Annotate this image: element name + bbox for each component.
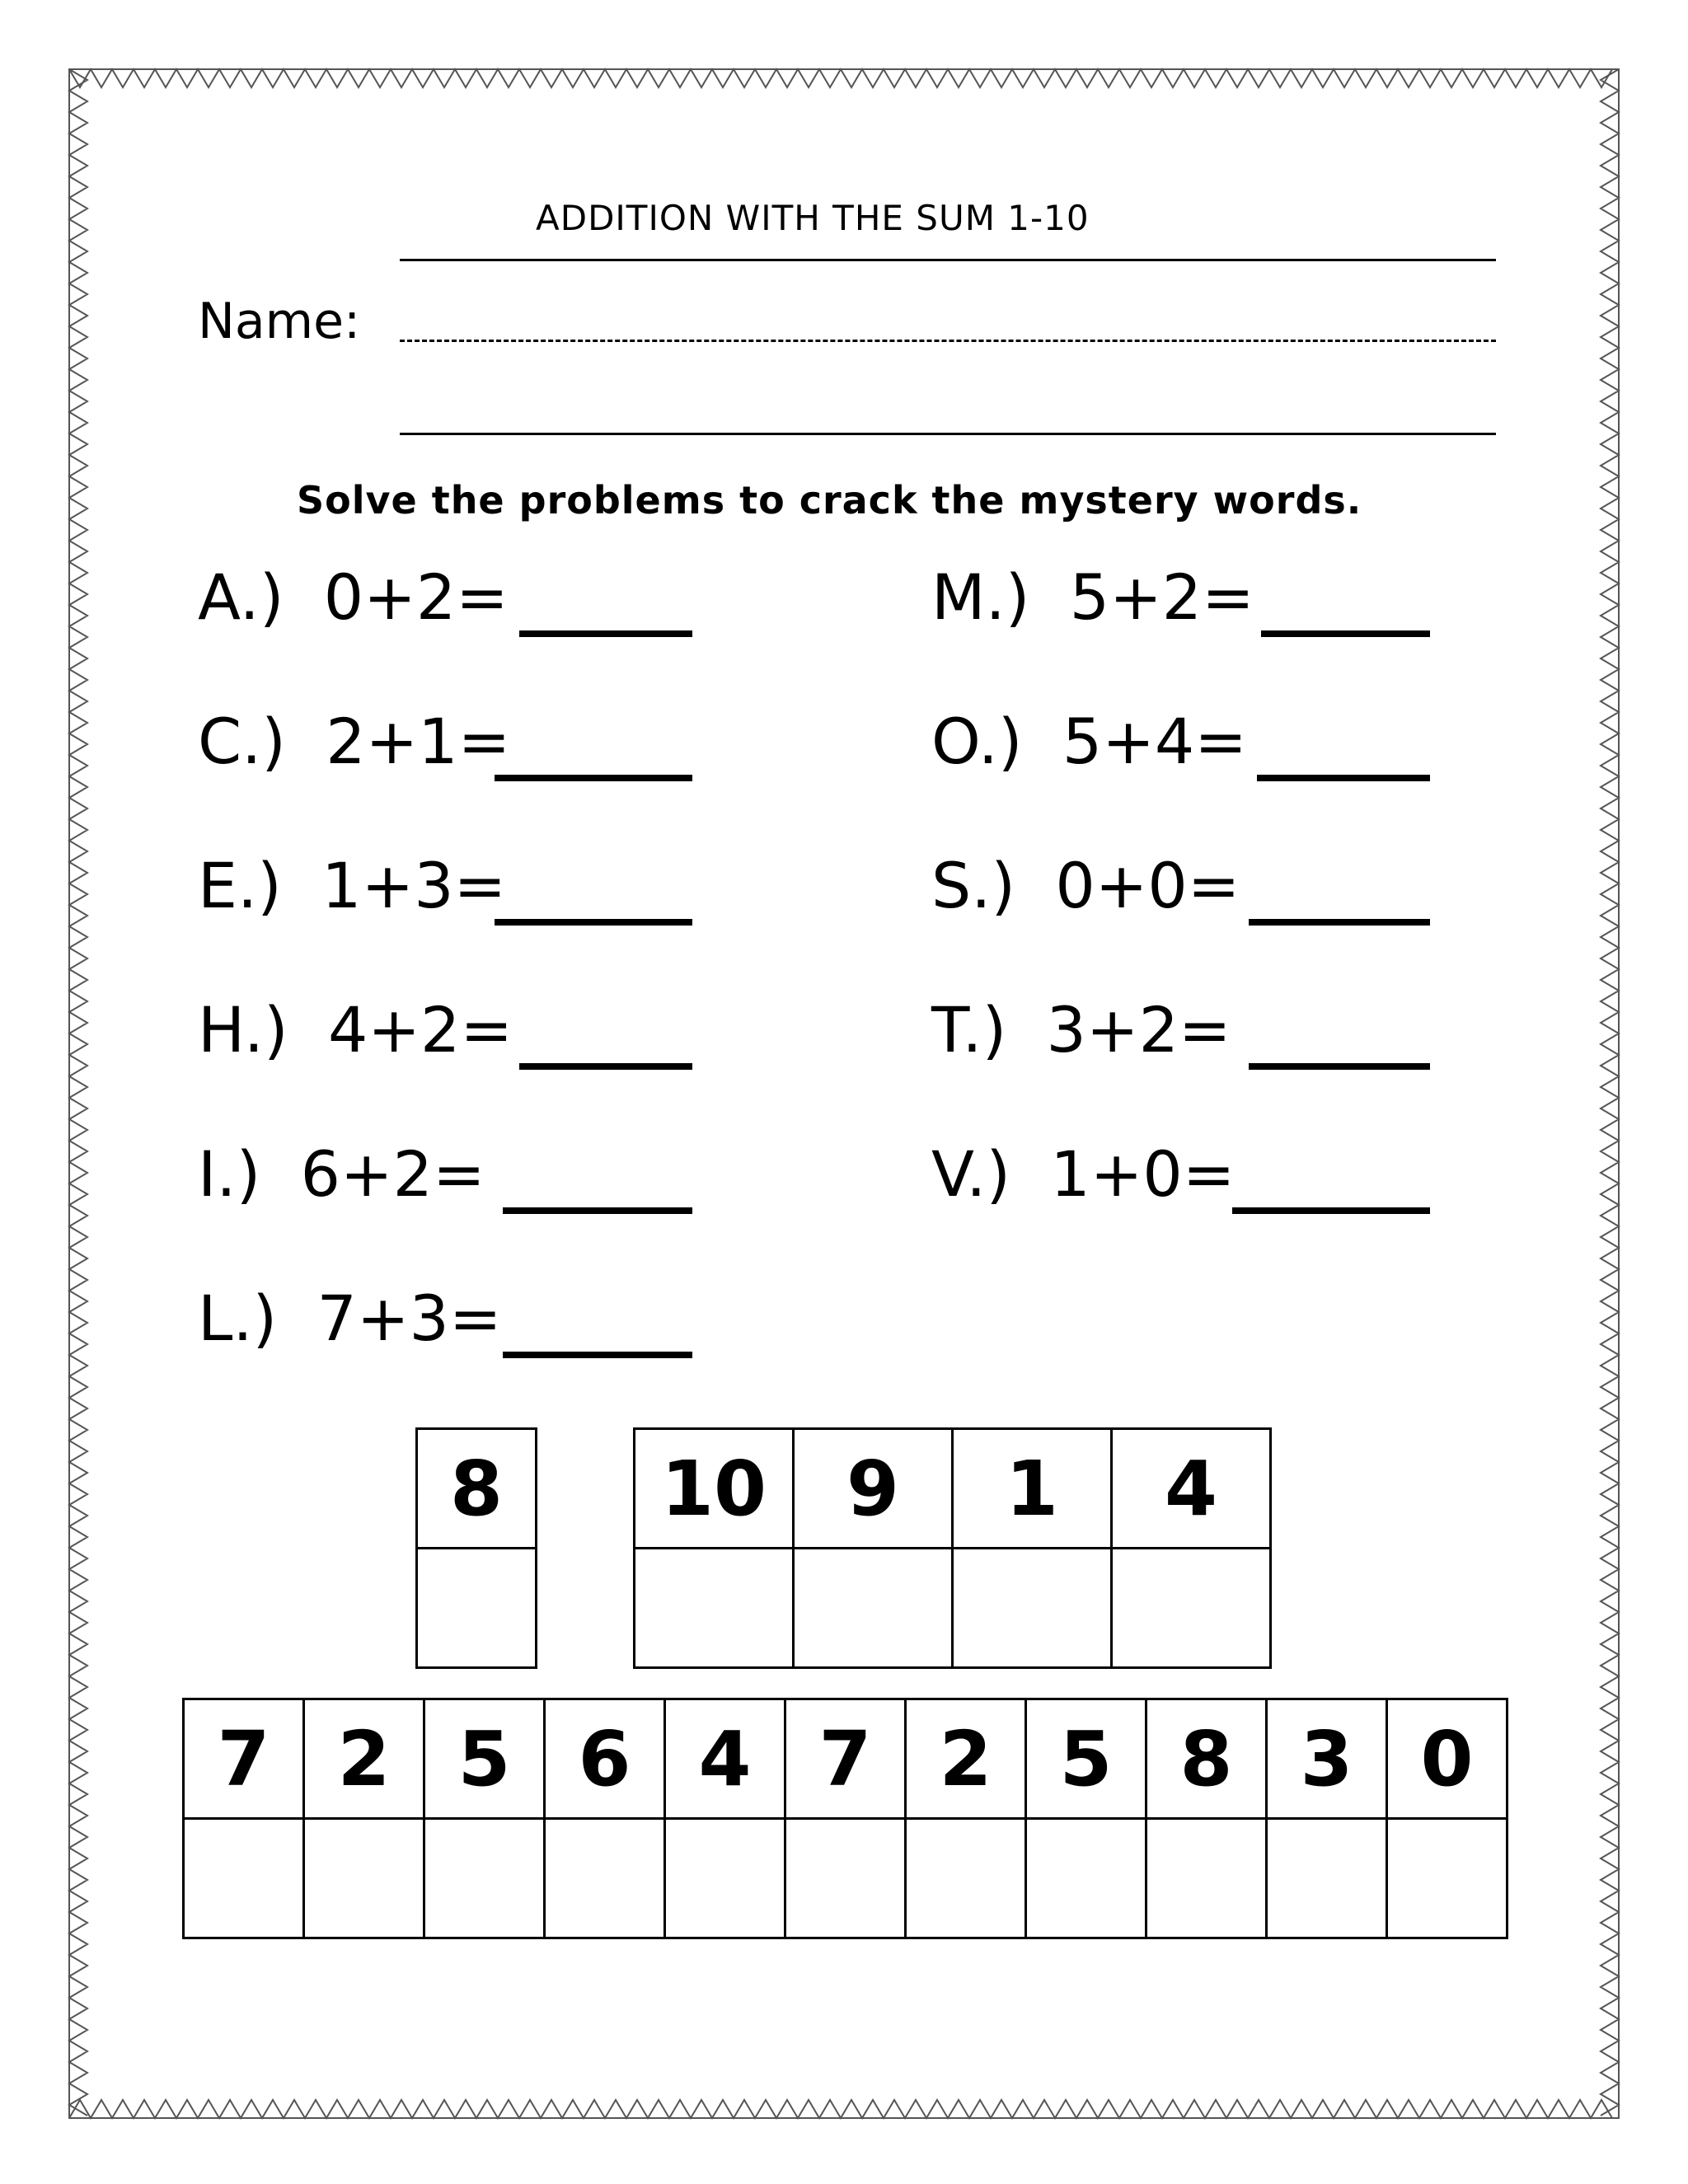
answer-blank[interactable] bbox=[519, 630, 692, 637]
answer-cell[interactable] bbox=[1112, 1549, 1271, 1668]
answer-cell[interactable] bbox=[953, 1549, 1112, 1668]
problem-expression: 0+0= bbox=[1055, 849, 1240, 922]
problem-expression: 3+2= bbox=[1046, 993, 1231, 1066]
answer-cell[interactable] bbox=[417, 1549, 537, 1668]
code-word-3 bbox=[182, 1698, 1508, 1939]
problem-e bbox=[198, 849, 506, 931]
answer-blank[interactable] bbox=[1249, 1063, 1430, 1070]
answer-blank[interactable] bbox=[1257, 775, 1430, 781]
code-number: 8 bbox=[417, 1429, 537, 1549]
answer-cell[interactable] bbox=[304, 1819, 424, 1938]
problem-letter: C.) bbox=[198, 705, 286, 778]
problem-letter: O.) bbox=[931, 705, 1023, 778]
name-dashed-line bbox=[400, 340, 1496, 342]
answer-blank[interactable] bbox=[503, 1352, 692, 1358]
code-number: 7 bbox=[785, 1699, 906, 1819]
problem-a bbox=[198, 560, 509, 643]
answer-cell[interactable] bbox=[794, 1549, 953, 1668]
answer-blank[interactable] bbox=[1249, 919, 1430, 926]
answer-blank[interactable] bbox=[495, 919, 692, 926]
code-number: 0 bbox=[1387, 1699, 1507, 1819]
answer-cell[interactable] bbox=[184, 1819, 304, 1938]
answer-cell[interactable] bbox=[1026, 1819, 1146, 1938]
problem-expression: 4+2= bbox=[327, 993, 513, 1066]
problem-i bbox=[198, 1137, 485, 1220]
answer-cell[interactable] bbox=[665, 1819, 785, 1938]
problem-letter: S.) bbox=[931, 849, 1016, 922]
problem-letter: E.) bbox=[198, 849, 282, 922]
code-number: 10 bbox=[635, 1429, 794, 1549]
problem-expression: 7+3= bbox=[316, 1282, 502, 1355]
answer-cell[interactable] bbox=[1387, 1819, 1507, 1938]
code-number: 4 bbox=[1112, 1429, 1271, 1549]
answer-cell[interactable] bbox=[1267, 1819, 1387, 1938]
problem-letter: V.) bbox=[931, 1137, 1011, 1211]
code-number: 3 bbox=[1267, 1699, 1387, 1819]
problem-expression: 5+4= bbox=[1062, 705, 1247, 778]
answer-blank[interactable] bbox=[495, 775, 692, 781]
problem-c bbox=[198, 705, 510, 787]
instruction-text: Solve the problems to crack the mystery words. bbox=[297, 478, 1362, 523]
code-word-1 bbox=[415, 1427, 537, 1669]
answer-cell[interactable] bbox=[424, 1819, 545, 1938]
problem-expression: 6+2= bbox=[300, 1137, 485, 1211]
code-number: 7 bbox=[184, 1699, 304, 1819]
problem-expression: 1+0= bbox=[1050, 1137, 1236, 1211]
answer-cell[interactable] bbox=[545, 1819, 665, 1938]
problem-l bbox=[198, 1282, 502, 1364]
problem-expression: 0+2= bbox=[323, 560, 509, 634]
answer-blank[interactable] bbox=[1232, 1207, 1430, 1214]
problem-expression: 1+3= bbox=[321, 849, 507, 922]
problem-o bbox=[931, 705, 1247, 787]
code-number: 2 bbox=[304, 1699, 424, 1819]
problem-letter: M.) bbox=[931, 560, 1030, 634]
problem-letter: L.) bbox=[198, 1282, 278, 1355]
answer-cell[interactable] bbox=[635, 1549, 794, 1668]
problem-h bbox=[198, 993, 513, 1076]
code-number: 5 bbox=[1026, 1699, 1146, 1819]
problem-t bbox=[931, 993, 1231, 1076]
answer-cell[interactable] bbox=[785, 1819, 906, 1938]
code-number: 8 bbox=[1146, 1699, 1267, 1819]
code-number: 6 bbox=[545, 1699, 665, 1819]
problem-v bbox=[931, 1137, 1235, 1220]
problem-expression: 5+2= bbox=[1069, 560, 1254, 634]
answer-blank[interactable] bbox=[503, 1207, 692, 1214]
name-baseline bbox=[400, 433, 1496, 435]
code-number: 2 bbox=[906, 1699, 1026, 1819]
name-label: Name: bbox=[198, 293, 361, 350]
code-number: 5 bbox=[424, 1699, 545, 1819]
problem-expression: 2+1= bbox=[326, 705, 511, 778]
answer-blank[interactable] bbox=[1261, 630, 1430, 637]
problem-letter: A.) bbox=[198, 560, 284, 634]
code-word-2 bbox=[633, 1427, 1272, 1669]
worksheet-title: ADDITION WITH THE SUM 1-10 bbox=[536, 198, 1090, 238]
title-underline bbox=[400, 259, 1496, 261]
problem-letter: H.) bbox=[198, 993, 288, 1066]
problem-letter: T.) bbox=[931, 993, 1007, 1066]
problem-s bbox=[931, 849, 1240, 931]
answer-blank[interactable] bbox=[519, 1063, 692, 1070]
problem-letter: I.) bbox=[198, 1137, 261, 1211]
code-number: 4 bbox=[665, 1699, 785, 1819]
problem-m bbox=[931, 560, 1254, 643]
code-number: 1 bbox=[953, 1429, 1112, 1549]
answer-cell[interactable] bbox=[906, 1819, 1026, 1938]
code-number: 9 bbox=[794, 1429, 953, 1549]
answer-cell[interactable] bbox=[1146, 1819, 1267, 1938]
